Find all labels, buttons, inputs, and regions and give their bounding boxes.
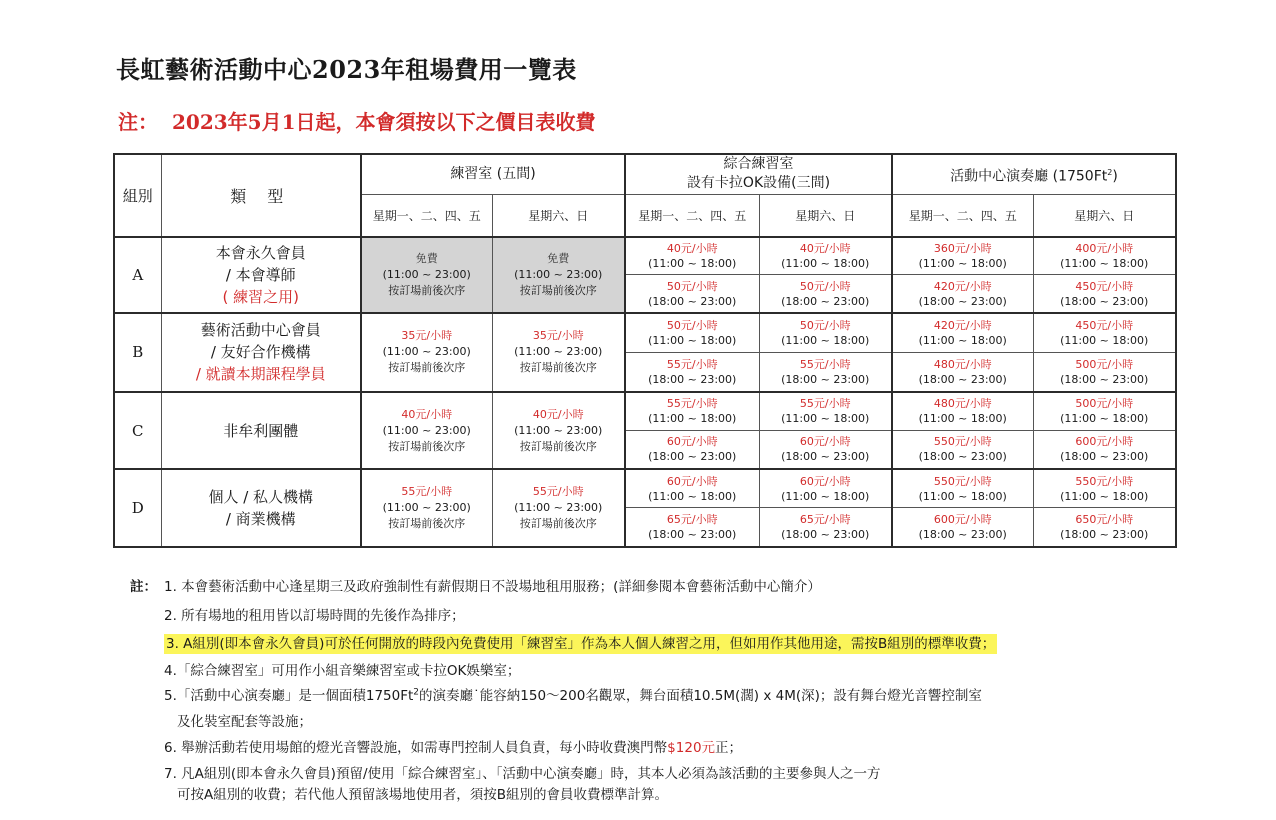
price: 40元/小時 bbox=[401, 407, 453, 421]
header-practice-weekday: 星期一、二、四、五 bbox=[361, 194, 492, 236]
time-range: (18:00 ~ 23:00) bbox=[1060, 294, 1149, 308]
price: 500元/小時 bbox=[1075, 397, 1134, 411]
header-hall-text: 活動中心演奏廳 (1750Ft bbox=[950, 168, 1108, 185]
price: 50元/小時 bbox=[666, 319, 718, 333]
b-hall-weekday-night bbox=[892, 352, 1033, 391]
price: 420元/小時 bbox=[933, 279, 992, 293]
a-practice-weekend bbox=[492, 237, 625, 314]
time-range: (11:00 ~ 18:00) bbox=[648, 489, 737, 503]
d-combo-weekday-day bbox=[625, 469, 759, 507]
time-range: (18:00 ~ 23:00) bbox=[648, 372, 737, 386]
note-1: 1. 本會藝術活動中心逢星期三及政府強制性有薪假期日不設場地租用服務；(詳細參閱本會藝術活動中心簡介） bbox=[164, 579, 821, 595]
price: 450元/小時 bbox=[1075, 319, 1134, 333]
time-range: (18:00 ~ 23:00) bbox=[1060, 450, 1149, 464]
a-combo-weekend-day bbox=[759, 237, 892, 275]
type-line-red: / 就讀本期課程學員 bbox=[195, 365, 326, 384]
a-hall-weekend-day bbox=[1033, 237, 1176, 275]
notice bbox=[118, 106, 596, 135]
note-6-b: 正； bbox=[715, 740, 743, 756]
c-hall-weekday-night bbox=[892, 430, 1033, 469]
d-hall-weekday-day bbox=[892, 469, 1033, 507]
c-hall-weekday-day bbox=[892, 392, 1033, 430]
time-range: (18:00 ~ 23:00) bbox=[781, 294, 870, 308]
price: 35元/小時 bbox=[401, 329, 453, 343]
note-5-b: 的演奏廳˙能容納150～200名觀眾，舞台面積10.5M(濶) x 4M(深)；設有舞台燈光音響控制室 bbox=[419, 688, 982, 704]
booking-order: 按訂場前後次序 bbox=[519, 439, 597, 453]
a-practice-weekday bbox=[361, 237, 492, 314]
time-range: (11:00 ~ 23:00) bbox=[514, 345, 603, 359]
d-combo-weekend-day bbox=[759, 469, 892, 507]
a-combo-weekday-day bbox=[625, 237, 759, 275]
time-range: (11:00 ~ 18:00) bbox=[648, 334, 737, 348]
a-hall-weekday-night bbox=[892, 275, 1033, 313]
price: 55元/小時 bbox=[401, 485, 453, 499]
type-line-red: ( 練習之用) bbox=[222, 287, 299, 306]
time-range: (11:00 ~ 23:00) bbox=[382, 345, 471, 359]
type-line: 個人 / 私人機構 bbox=[208, 488, 314, 507]
group-letter-d: D bbox=[114, 469, 161, 547]
header-combo-weekday: 星期一、二、四、五 bbox=[625, 194, 759, 236]
note-6 bbox=[164, 736, 742, 756]
price: 480元/小時 bbox=[933, 357, 992, 371]
price: 40元/小時 bbox=[666, 242, 718, 255]
a-hall-weekday-day bbox=[892, 237, 1033, 275]
header-practice-weekend: 星期六、日 bbox=[492, 194, 625, 236]
time-range: (11:00 ~ 23:00) bbox=[514, 423, 603, 437]
time-range: (11:00 ~ 18:00) bbox=[781, 257, 870, 270]
price: 免費 bbox=[547, 251, 570, 265]
price: 650元/小時 bbox=[1075, 513, 1134, 527]
time-range: (18:00 ~ 23:00) bbox=[781, 450, 870, 464]
d-practice-weekend bbox=[492, 469, 625, 547]
c-hall-weekend-night bbox=[1033, 430, 1176, 469]
d-hall-weekend-night bbox=[1033, 508, 1176, 547]
price: 55元/小時 bbox=[799, 357, 851, 371]
time-range: (18:00 ~ 23:00) bbox=[918, 528, 1007, 542]
price: 550元/小時 bbox=[933, 435, 992, 449]
fee-table bbox=[113, 153, 1177, 548]
b-combo-weekday-night bbox=[625, 352, 759, 391]
time-range: (18:00 ~ 23:00) bbox=[918, 294, 1007, 308]
time-range: (18:00 ~ 23:00) bbox=[781, 528, 870, 542]
time-range: (18:00 ~ 23:00) bbox=[648, 528, 737, 542]
note-7-cont: 可按A組別的收費；若代他人預留該場地使用者，須按B組別的會員收費標準計算。 bbox=[177, 787, 668, 803]
time-range: (18:00 ~ 23:00) bbox=[918, 372, 1007, 386]
c-practice-weekend bbox=[492, 392, 625, 470]
price: 50元/小時 bbox=[666, 279, 718, 293]
time-range: (18:00 ~ 23:00) bbox=[648, 450, 737, 464]
type-line: 非牟利團體 bbox=[223, 421, 299, 440]
price: 60元/小時 bbox=[799, 435, 851, 449]
d-combo-weekend-night bbox=[759, 508, 892, 547]
d-combo-weekday-night bbox=[625, 508, 759, 547]
header-hall bbox=[892, 154, 1176, 194]
time-range: (18:00 ~ 23:00) bbox=[781, 372, 870, 386]
notice-text: 2023年5月1日起，本會須按以下之價目表收費 bbox=[172, 110, 596, 134]
header-hall-sup: 2 bbox=[1107, 167, 1113, 177]
time-range: (11:00 ~ 18:00) bbox=[648, 412, 737, 426]
b-practice-weekend bbox=[492, 313, 625, 392]
time-range: (11:00 ~ 23:00) bbox=[514, 267, 603, 281]
group-letter-c: C bbox=[114, 392, 161, 470]
price: 免費 bbox=[415, 251, 438, 265]
price: 40元/小時 bbox=[532, 407, 584, 421]
time-range: (11:00 ~ 18:00) bbox=[648, 257, 737, 270]
price: 600元/小時 bbox=[933, 513, 992, 527]
group-type-c bbox=[161, 392, 361, 470]
time-range: (11:00 ~ 18:00) bbox=[918, 334, 1007, 348]
time-range: (11:00 ~ 18:00) bbox=[1060, 334, 1149, 348]
price: 55元/小時 bbox=[799, 397, 851, 411]
group-type-d bbox=[161, 469, 361, 547]
booking-order: 按訂場前後次序 bbox=[388, 283, 466, 297]
header-combo-room bbox=[625, 154, 892, 194]
header-combo-line1: 綜合練習室 bbox=[723, 156, 794, 173]
price: 55元/小時 bbox=[666, 357, 718, 371]
header-combo-line2: 設有卡拉OK設備(三間) bbox=[686, 175, 831, 192]
b-hall-weekend-day bbox=[1033, 313, 1176, 352]
d-practice-weekday bbox=[361, 469, 492, 547]
b-hall-weekday-day bbox=[892, 313, 1033, 352]
price: 35元/小時 bbox=[532, 329, 584, 343]
note-6-price: $120元 bbox=[667, 740, 716, 756]
price: 60元/小時 bbox=[666, 474, 718, 488]
time-range: (11:00 ~ 18:00) bbox=[1060, 489, 1149, 503]
price: 550元/小時 bbox=[1075, 474, 1134, 488]
time-range: (11:00 ~ 18:00) bbox=[781, 489, 870, 503]
time-range: (18:00 ~ 23:00) bbox=[648, 294, 737, 308]
type-line: / 商業機構 bbox=[225, 510, 296, 529]
time-range: (11:00 ~ 18:00) bbox=[918, 489, 1007, 503]
c-combo-weekday-night bbox=[625, 430, 759, 469]
header-combo-weekend: 星期六、日 bbox=[759, 194, 892, 236]
price: 60元/小時 bbox=[666, 435, 718, 449]
time-range: (11:00 ~ 18:00) bbox=[918, 257, 1007, 270]
b-practice-weekday bbox=[361, 313, 492, 392]
header-hall-weekday: 星期一、二、四、五 bbox=[892, 194, 1033, 236]
note-5-a: 5.「活動中心演奏廳」是一個面積1750Ft bbox=[164, 688, 414, 704]
note-3-highlight: 3. A組別(即本會永久會員)可於任何開放的時段內免費使用「練習室」作為本人個人練習之用，但如用作其他用途，需按B組別的標準收費； bbox=[166, 636, 996, 652]
notes-heading: 註： bbox=[130, 579, 157, 595]
c-combo-weekend-day bbox=[759, 392, 892, 430]
note-5-cont: 及化裝室配套等設施； bbox=[177, 714, 312, 730]
a-hall-weekend-night bbox=[1033, 275, 1176, 313]
header-type: 類 型 bbox=[161, 154, 361, 237]
price: 400元/小時 bbox=[1075, 242, 1134, 255]
booking-order: 按訂場前後次序 bbox=[519, 517, 597, 531]
header-hall-close: ) bbox=[1112, 168, 1118, 185]
type-line: / 本會導師 bbox=[225, 265, 296, 284]
type-line: 本會永久會員 bbox=[215, 243, 306, 262]
page-title: 長虹藝術活動中心2023年租場費用一覽表 bbox=[116, 55, 577, 84]
note-2: 2. 所有場地的租用皆以訂場時間的先後作為排序； bbox=[164, 608, 465, 624]
c-combo-weekday-day bbox=[625, 392, 759, 430]
note-5 bbox=[164, 684, 982, 704]
price: 50元/小時 bbox=[799, 279, 851, 293]
header-practice-room: 練習室 (五間) bbox=[361, 154, 625, 194]
price: 450元/小時 bbox=[1075, 279, 1134, 293]
price: 480元/小時 bbox=[933, 397, 992, 411]
header-group: 組別 bbox=[114, 154, 161, 237]
b-combo-weekend-night bbox=[759, 352, 892, 391]
note-7: 7. 凡A組別(即本會永久會員)預留/使用「綜合練習室」、「活動中心演奏廳」時，其本人必須為該活動的主要參與人之一方 bbox=[164, 766, 881, 782]
booking-order: 按訂場前後次序 bbox=[519, 361, 597, 375]
price: 65元/小時 bbox=[666, 513, 718, 527]
c-combo-weekend-night bbox=[759, 430, 892, 469]
time-range: (11:00 ~ 18:00) bbox=[1060, 257, 1149, 270]
price: 50元/小時 bbox=[799, 319, 851, 333]
price: 500元/小時 bbox=[1075, 357, 1134, 371]
price: 55元/小時 bbox=[666, 397, 718, 411]
time-range: (11:00 ~ 23:00) bbox=[514, 501, 603, 515]
c-practice-weekday bbox=[361, 392, 492, 470]
time-range: (11:00 ~ 18:00) bbox=[781, 412, 870, 426]
booking-order: 按訂場前後次序 bbox=[519, 283, 597, 297]
c-hall-weekend-day bbox=[1033, 392, 1176, 430]
price: 40元/小時 bbox=[799, 242, 851, 255]
group-letter-a: A bbox=[114, 237, 161, 314]
time-range: (18:00 ~ 23:00) bbox=[1060, 528, 1149, 542]
price: 360元/小時 bbox=[933, 242, 992, 255]
notice-label: 注： bbox=[118, 110, 158, 134]
time-range: (11:00 ~ 18:00) bbox=[781, 334, 870, 348]
booking-order: 按訂場前後次序 bbox=[388, 361, 466, 375]
note-5-sup: 2 bbox=[413, 687, 420, 698]
b-combo-weekend-day bbox=[759, 313, 892, 352]
a-combo-weekend-night bbox=[759, 275, 892, 313]
a-combo-weekday-night bbox=[625, 275, 759, 313]
booking-order: 按訂場前後次序 bbox=[388, 439, 466, 453]
time-range: (11:00 ~ 23:00) bbox=[382, 501, 471, 515]
time-range: (11:00 ~ 23:00) bbox=[382, 267, 471, 281]
booking-order: 按訂場前後次序 bbox=[388, 517, 466, 531]
d-hall-weekend-day bbox=[1033, 469, 1176, 507]
note-6-a: 6. 舉辦活動若使用場館的燈光音響設施，如需專門控制人員負責，每小時收費澳門幣 bbox=[164, 740, 668, 756]
time-range: (11:00 ~ 18:00) bbox=[918, 412, 1007, 426]
d-hall-weekday-night bbox=[892, 508, 1033, 547]
time-range: (11:00 ~ 23:00) bbox=[382, 423, 471, 437]
b-combo-weekday-day bbox=[625, 313, 759, 352]
price: 55元/小時 bbox=[532, 485, 584, 499]
type-line: 藝術活動中心會員 bbox=[200, 321, 321, 340]
time-range: (11:00 ~ 18:00) bbox=[1060, 412, 1149, 426]
b-hall-weekend-night bbox=[1033, 352, 1176, 391]
note-4: 4.「綜合練習室」可用作小組音樂練習室或卡拉OK娛樂室； bbox=[164, 663, 521, 679]
price: 420元/小時 bbox=[933, 319, 992, 333]
group-letter-b: B bbox=[114, 313, 161, 392]
header-hall-weekend: 星期六、日 bbox=[1033, 194, 1176, 236]
group-type-a bbox=[161, 237, 361, 314]
time-range: (18:00 ~ 23:00) bbox=[918, 450, 1007, 464]
price: 65元/小時 bbox=[799, 513, 851, 527]
note-3 bbox=[164, 632, 997, 652]
group-type-b bbox=[161, 313, 361, 392]
type-line: / 友好合作機構 bbox=[210, 343, 311, 362]
price: 600元/小時 bbox=[1075, 435, 1134, 449]
price: 550元/小時 bbox=[933, 474, 992, 488]
time-range: (18:00 ~ 23:00) bbox=[1060, 372, 1149, 386]
price: 60元/小時 bbox=[799, 474, 851, 488]
